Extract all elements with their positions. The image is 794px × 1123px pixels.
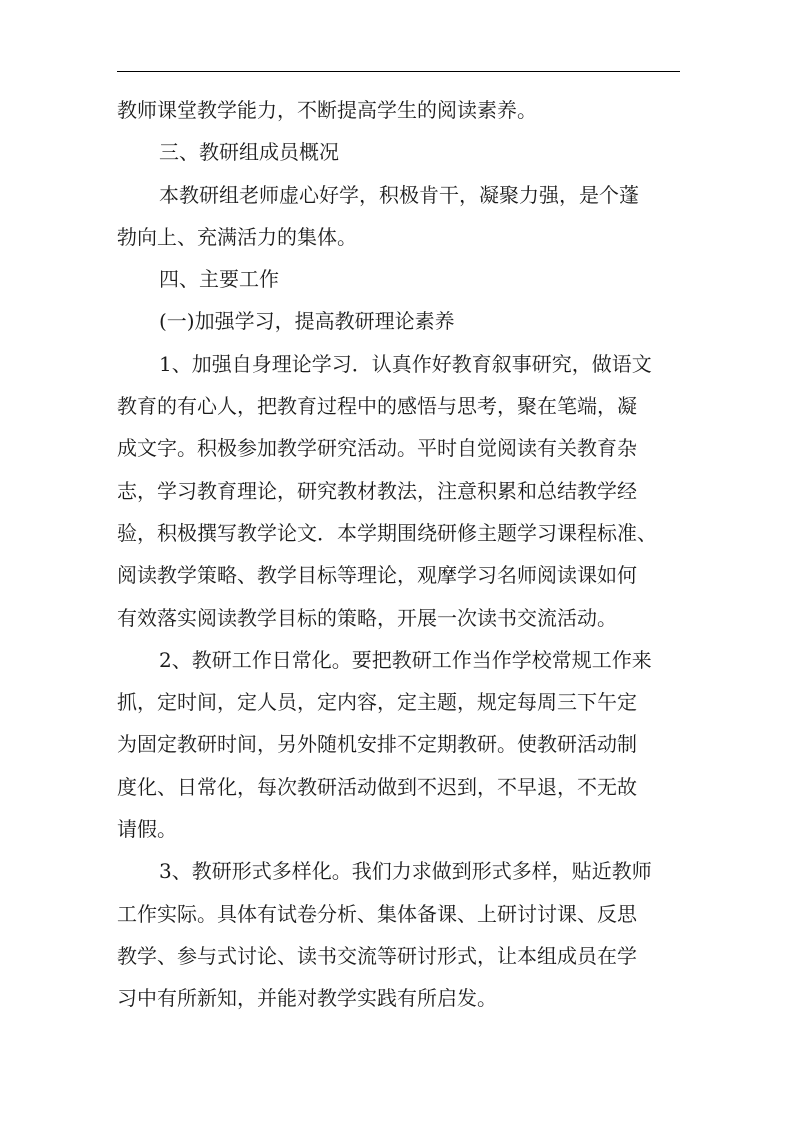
text-line: 勃向上、充满活力的集体。: [117, 224, 357, 249]
text-line: 本教研组老师虚心好学，积极肯干，凝聚力强，是个蓬: [159, 182, 639, 207]
subsection-heading: (一)加强学习，提高教研理论素养: [159, 309, 455, 334]
section-heading: 三、教研组成员概况: [159, 140, 339, 165]
header-rule: [117, 71, 680, 72]
text-line: 抓，定时间，定人员，定内容，定主题，规定每周三下午定: [117, 690, 637, 715]
text-line: 3、教研形式多样化。我们力求做到形式多样，贴近教师: [159, 859, 652, 884]
text-line: 1、加强自身理论学习．认真作好教育叙事研究，做语文: [159, 351, 652, 376]
text-line: 有效落实阅读教学目标的策略，开展一次读书交流活动。: [117, 605, 617, 630]
document-body: [117, 89, 680, 1020]
text-line: 教育的有心人，把教育过程中的感悟与思考，聚在笔端，凝: [117, 394, 637, 419]
text-line: 教师课堂教学能力，不断提高学生的阅读素养。: [117, 98, 537, 122]
text-line: 2、教研工作日常化。要把教研工作当作学校常规工作来: [159, 647, 652, 672]
text-line: 习中有所新知，并能对教学实践有所启发。: [117, 986, 497, 1011]
text-line: 志，学习教育理论，研究教材教法，注意积累和总结教学经: [117, 478, 637, 503]
text-line: 为固定教研时间，另外随机安排不定期教研。使教研活动制: [117, 732, 637, 757]
section-heading: 四、主要工作: [159, 267, 279, 292]
text-line: 教学、参与式讨论、读书交流等研讨形式，让本组成员在学: [117, 943, 637, 968]
text-line: 度化、日常化，每次教研活动做到不迟到，不早退，不无故: [117, 774, 637, 799]
text-line: 成文字。积极参加教学研究活动。平时自觉阅读有关教育杂: [117, 436, 637, 461]
text-line: 请假。: [117, 817, 177, 842]
text-line: 验，积极撰写教学论文．本学期围绕研修主题学习课程标准、: [117, 520, 657, 545]
text-line: 工作实际。具体有试卷分析、集体备课、上研讨讨课、反思: [117, 901, 637, 926]
text-line: 阅读教学策略、教学目标等理论，观摩学习名师阅读课如何: [117, 563, 637, 588]
